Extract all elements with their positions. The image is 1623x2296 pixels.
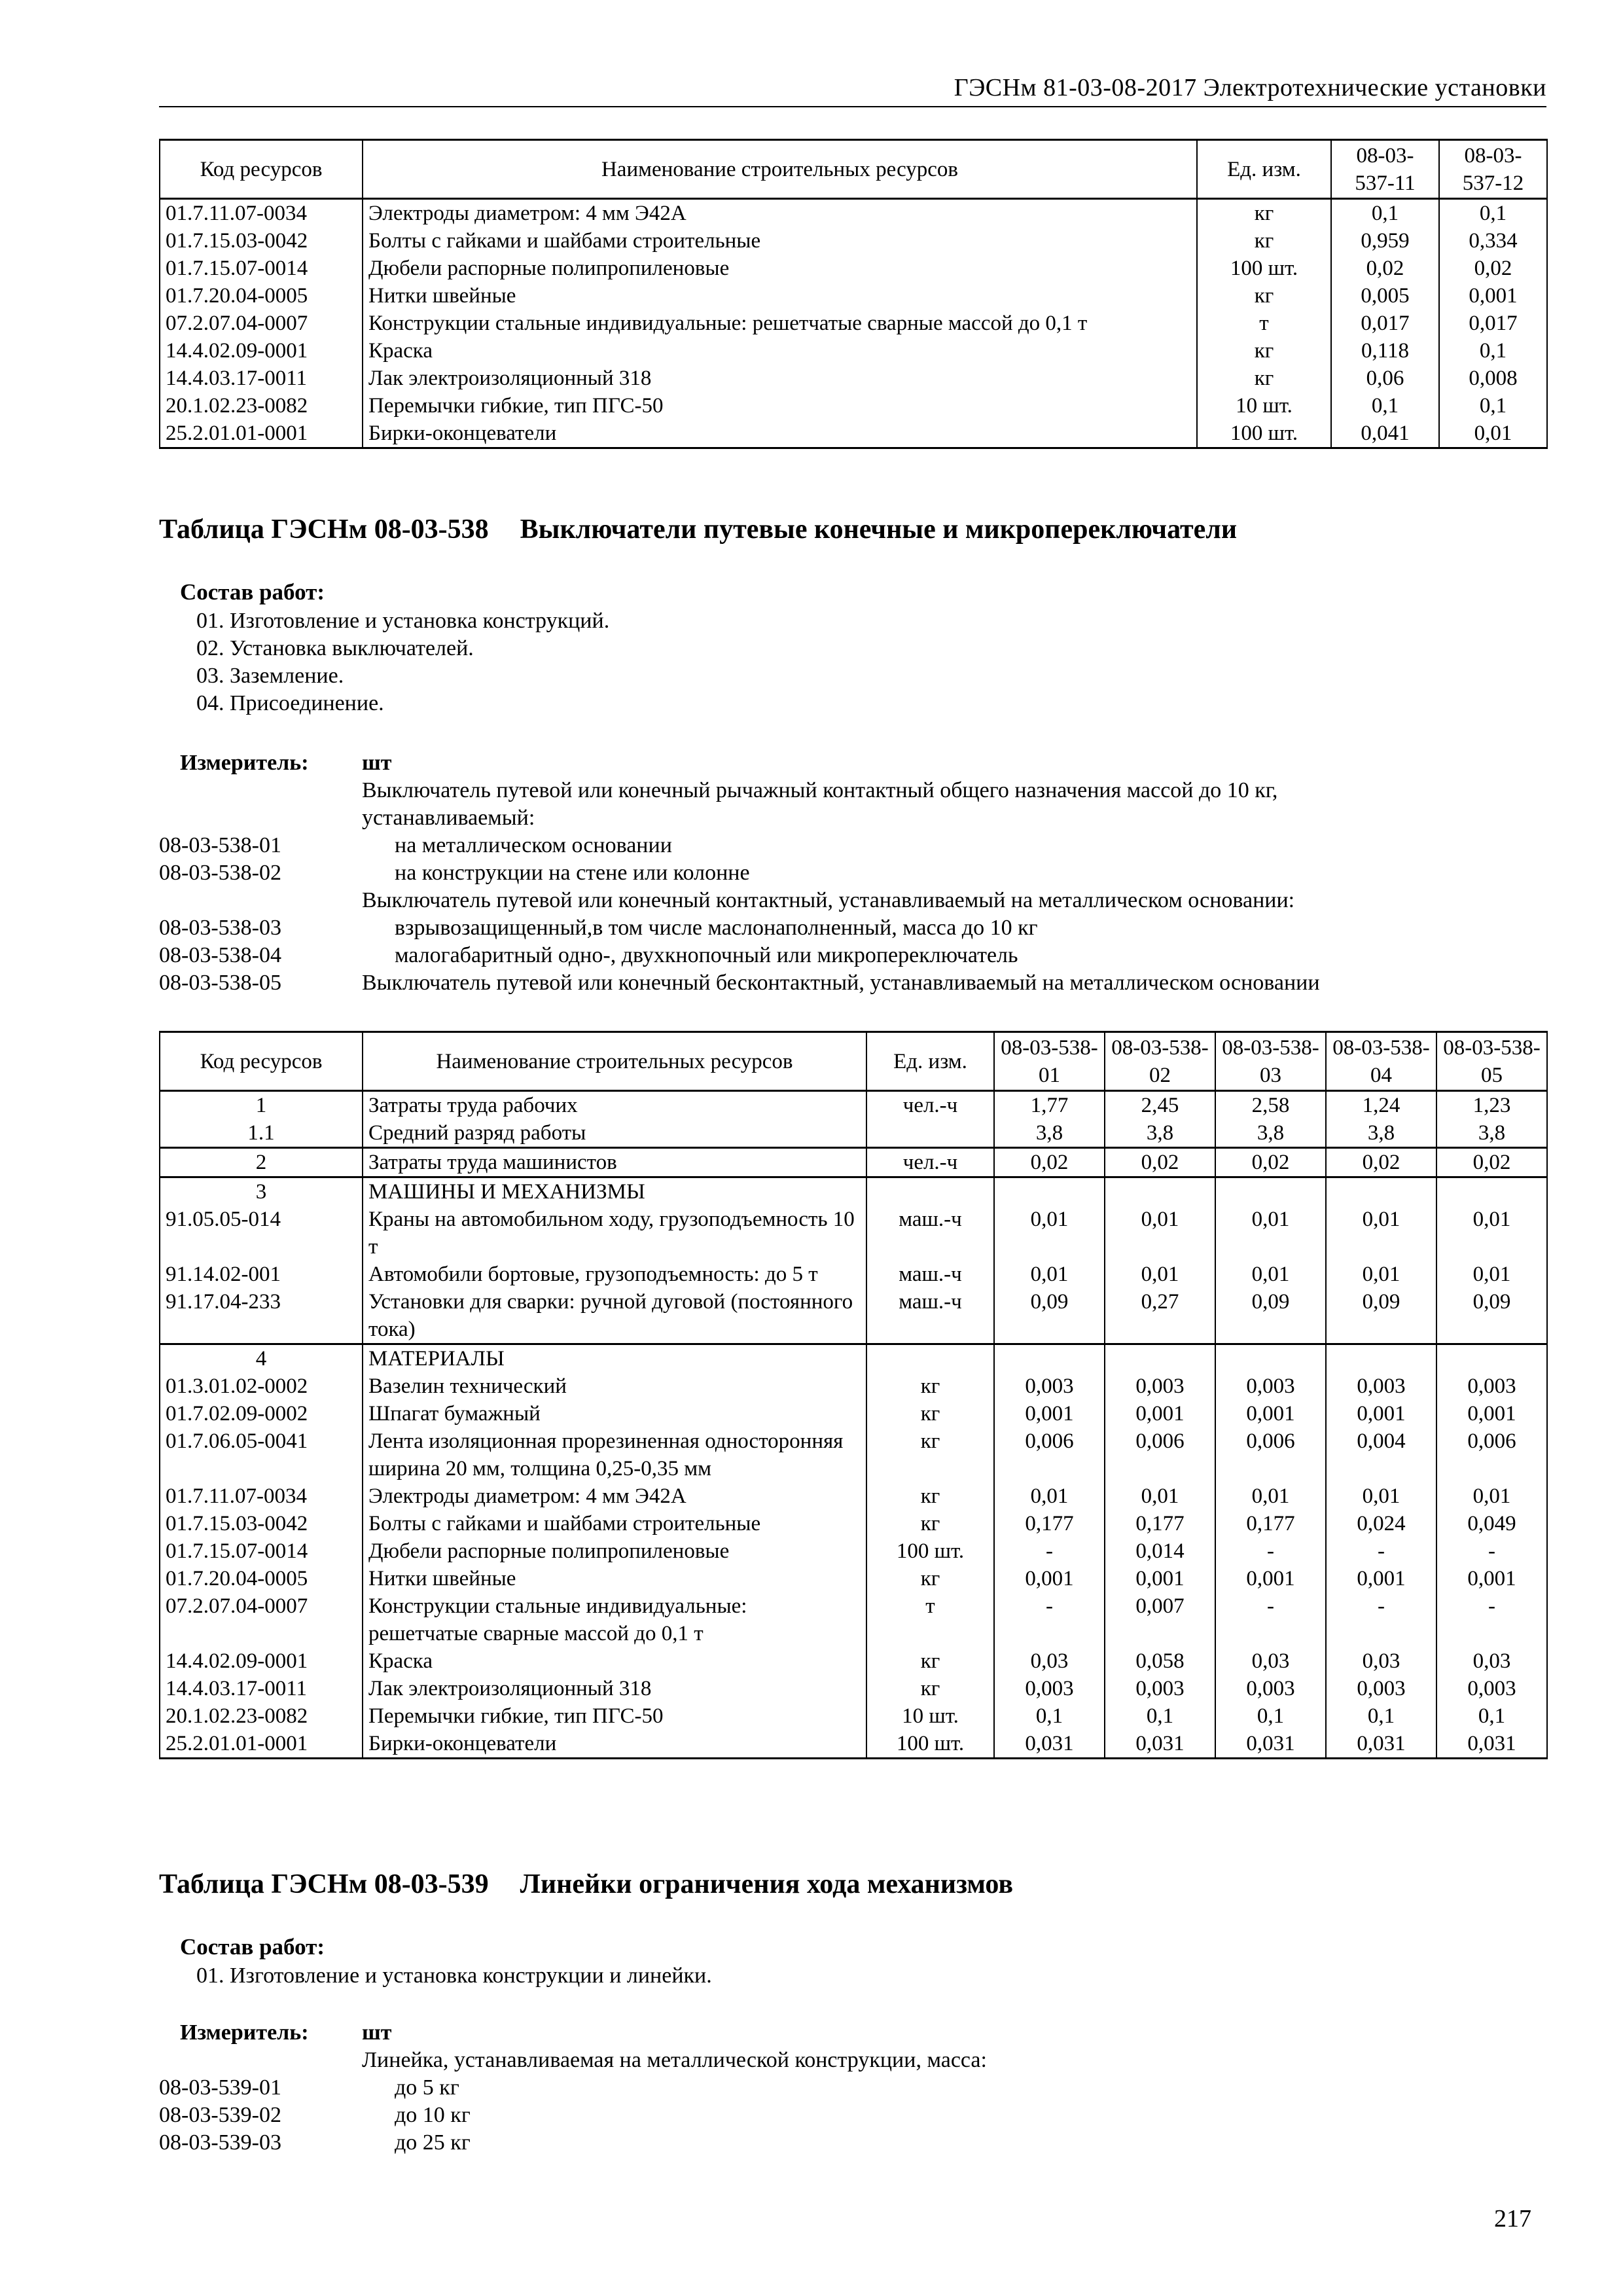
- resource-name: Конструкции стальные индивидуальные: решетчатые сварные массой до 0,1 т: [363, 1592, 866, 1647]
- work-item: 01. Изготовление и установка конструкции и линейки.: [196, 1964, 712, 1988]
- value-538-03: -: [1215, 1537, 1326, 1565]
- works-list-539: [196, 1962, 712, 1990]
- table-row: [160, 420, 1547, 448]
- meter-desc: Выключатель путевой или конечный рычажный контактный общего назначения массой до 10 кг,: [362, 778, 1278, 802]
- value-538-03: [1215, 1177, 1326, 1206]
- resource-name: Конструкции стальные индивидуальные: решетчатые сварные массой до 0,1 т: [363, 310, 1197, 337]
- table-row: [160, 365, 1547, 392]
- item-text: до 10 кг: [395, 2103, 471, 2127]
- value-537-11: 0,1: [1331, 199, 1439, 228]
- table-row: [160, 1427, 1547, 1482]
- work-item: 04. Присоединение.: [196, 691, 384, 715]
- item-code: 08-03-538-01: [159, 833, 281, 857]
- resource-name: Установки для сварки: ручной дуговой (постоянного тока): [363, 1288, 866, 1344]
- resource-unit: кг: [1197, 337, 1331, 365]
- resource-name: Краска: [363, 337, 1197, 365]
- resource-code: 01.7.02.09-0002: [160, 1400, 363, 1427]
- resource-code: 2: [160, 1148, 363, 1177]
- resource-code: 14.4.03.17-0011: [160, 365, 363, 392]
- value-538-01: [994, 1344, 1105, 1373]
- table-row: [160, 1702, 1547, 1730]
- value-538-03: 2,58: [1215, 1091, 1326, 1120]
- table-row: [160, 1730, 1547, 1759]
- resource-name: Нитки швейные: [363, 282, 1197, 310]
- value-537-11: 0,1: [1331, 392, 1439, 420]
- item-text: до 25 кг: [395, 2130, 471, 2155]
- resource-name: Затраты труда рабочих: [363, 1091, 866, 1120]
- value-537-12: 0,017: [1439, 310, 1547, 337]
- value-538-02: 0,006: [1105, 1427, 1215, 1482]
- value-538-03: 0,006: [1215, 1427, 1326, 1482]
- resource-unit: маш.-ч: [866, 1288, 994, 1344]
- value-538-01: -: [994, 1537, 1105, 1565]
- value-538-02: 0,001: [1105, 1400, 1215, 1427]
- resource-name: МАШИНЫ И МЕХАНИЗМЫ: [363, 1177, 866, 1206]
- resource-code: 91.17.04-233: [160, 1288, 363, 1344]
- value-538-01: 0,001: [994, 1565, 1105, 1592]
- value-537-11: 0,06: [1331, 365, 1439, 392]
- value-538-04: 0,001: [1326, 1400, 1436, 1427]
- table-row: [160, 282, 1547, 310]
- value-538-03: 0,003: [1215, 1675, 1326, 1702]
- col-538-03-header: 08-03-538-03: [1215, 1032, 1326, 1091]
- item-text: Выключатель путевой или конечный бесконтактный, устанавливаемый на металлическом основании: [362, 971, 1320, 995]
- item-code: 08-03-539-02: [159, 2103, 281, 2127]
- meter-desc-2: Выключатель путевой или конечный контактный, устанавливаемый на металлическом основании:: [362, 888, 1295, 912]
- col-name-header: Наименование строительных ресурсов: [363, 1032, 866, 1091]
- table-row: [160, 199, 1547, 228]
- value-538-02: 0,014: [1105, 1537, 1215, 1565]
- table-row: [160, 1206, 1547, 1261]
- value-538-04: 0,03: [1326, 1647, 1436, 1675]
- resource-name: Лак электроизоляционный 318: [363, 1675, 866, 1702]
- value-538-05: 0,003: [1436, 1372, 1547, 1400]
- value-538-02: 0,1: [1105, 1702, 1215, 1730]
- value-538-02: 0,02: [1105, 1148, 1215, 1177]
- value-538-04: 0,031: [1326, 1730, 1436, 1759]
- works-list-538: [196, 607, 609, 717]
- value-538-01: 0,01: [994, 1261, 1105, 1288]
- resource-name: Затраты труда машинистов: [363, 1148, 866, 1177]
- value-538-05: 0,01: [1436, 1261, 1547, 1288]
- value-538-04: 0,003: [1326, 1372, 1436, 1400]
- resource-unit: кг: [866, 1400, 994, 1427]
- resource-code: 14.4.03.17-0011: [160, 1675, 363, 1702]
- value-538-03: [1215, 1344, 1326, 1373]
- value-538-04: 0,003: [1326, 1675, 1436, 1702]
- resource-unit: чел.-ч: [866, 1148, 994, 1177]
- value-538-05: 0,006: [1436, 1427, 1547, 1482]
- value-538-03: 0,031: [1215, 1730, 1326, 1759]
- value-538-03: 0,01: [1215, 1206, 1326, 1261]
- works-label-539: Состав работ:: [180, 1934, 325, 1960]
- meter-desc-cont: устанавливаемый:: [362, 806, 535, 830]
- resource-code: 07.2.07.04-0007: [160, 1592, 363, 1647]
- value-538-04: [1326, 1177, 1436, 1206]
- resource-unit: 10 шт.: [1197, 392, 1331, 420]
- value-538-04: 0,01: [1326, 1482, 1436, 1510]
- table-row: [160, 337, 1547, 365]
- page-header: ГЭСНм 81-03-08-2017 Электротехнические установки: [159, 73, 1546, 107]
- resource-name: Электроды диаметром: 4 мм Э42А: [363, 199, 1197, 228]
- col-538-02-header: 08-03-538-02: [1105, 1032, 1215, 1091]
- value-538-01: 0,09: [994, 1288, 1105, 1344]
- resource-name: Дюбели распорные полипропиленовые: [363, 255, 1197, 282]
- item-code: 08-03-538-05: [159, 971, 281, 995]
- resource-name: Нитки швейные: [363, 1565, 866, 1592]
- meter-unit: шт: [362, 751, 392, 775]
- value-538-02: [1105, 1344, 1215, 1373]
- value-537-12: 0,001: [1439, 282, 1547, 310]
- table-538-code: Таблица ГЭСНм 08-03-538: [159, 514, 489, 545]
- value-538-04: 0,001: [1326, 1565, 1436, 1592]
- value-538-03: 0,02: [1215, 1148, 1326, 1177]
- value-538-02: 0,01: [1105, 1206, 1215, 1261]
- resource-name: Дюбели распорные полипропиленовые: [363, 1537, 866, 1565]
- value-538-01: 0,177: [994, 1510, 1105, 1537]
- value-537-11: 0,041: [1331, 420, 1439, 448]
- resource-unit: кг: [866, 1427, 994, 1482]
- value-538-03: 0,001: [1215, 1565, 1326, 1592]
- value-538-05: -: [1436, 1592, 1547, 1647]
- resource-unit: т: [1197, 310, 1331, 337]
- resource-name: Средний разряд работы: [363, 1119, 866, 1148]
- value-538-03: 0,1: [1215, 1702, 1326, 1730]
- resource-unit: 100 шт.: [1197, 255, 1331, 282]
- resources-table-537: [159, 139, 1548, 449]
- table-538-name: Выключатели путевые конечные и микропереключатели: [520, 514, 1238, 545]
- resource-code: 14.4.02.09-0001: [160, 337, 363, 365]
- value-538-04: 0,02: [1326, 1148, 1436, 1177]
- value-538-01: 0,031: [994, 1730, 1105, 1759]
- value-537-11: 0,017: [1331, 310, 1439, 337]
- value-538-05: 1,23: [1436, 1091, 1547, 1120]
- item-text: до 5 кг: [395, 2075, 459, 2100]
- item-code: 08-03-539-03: [159, 2130, 281, 2155]
- value-538-05: [1436, 1177, 1547, 1206]
- item-text: взрывозащищенный,в том числе маслонаполненный, масса до 10 кг: [395, 916, 1038, 940]
- resource-unit: кг: [1197, 227, 1331, 255]
- work-item: 02. Установка выключателей.: [196, 636, 474, 660]
- table-row: [160, 1482, 1547, 1510]
- resource-code: 20.1.02.23-0082: [160, 1702, 363, 1730]
- item-code: 08-03-539-01: [159, 2075, 281, 2100]
- meter-label: Измеритель:: [180, 2020, 309, 2045]
- table-row: [160, 1119, 1547, 1148]
- resource-name: МАТЕРИАЛЫ: [363, 1344, 866, 1373]
- value-537-12: 0,008: [1439, 365, 1547, 392]
- value-537-12: 0,01: [1439, 420, 1547, 448]
- resource-unit: [866, 1177, 994, 1206]
- value-538-05: -: [1436, 1537, 1547, 1565]
- value-538-03: 0,003: [1215, 1372, 1326, 1400]
- value-538-01: 0,02: [994, 1148, 1105, 1177]
- value-538-01: [994, 1177, 1105, 1206]
- col-537-11-header: 08-03-537-11: [1331, 140, 1439, 199]
- value-538-01: 0,003: [994, 1372, 1105, 1400]
- resource-name: Болты с гайками и шайбами строительные: [363, 227, 1197, 255]
- resources-table-538: [159, 1031, 1548, 1759]
- resource-unit: т: [866, 1592, 994, 1647]
- resource-unit: кг: [1197, 199, 1331, 228]
- item-code: 08-03-538-02: [159, 861, 281, 885]
- table-row: [160, 1400, 1547, 1427]
- resource-unit: кг: [1197, 282, 1331, 310]
- resource-unit: 100 шт.: [866, 1730, 994, 1759]
- value-537-12: 0,1: [1439, 392, 1547, 420]
- table-row: [160, 1510, 1547, 1537]
- resource-code: 01.7.20.04-0005: [160, 1565, 363, 1592]
- table-row: [160, 1592, 1547, 1647]
- col-538-04-header: 08-03-538-04: [1326, 1032, 1436, 1091]
- resource-code: 01.7.06.05-0041: [160, 1427, 363, 1482]
- resource-name: Перемычки гибкие, тип ПГС-50: [363, 392, 1197, 420]
- value-538-02: 3,8: [1105, 1119, 1215, 1148]
- value-538-03: 0,01: [1215, 1482, 1326, 1510]
- resource-unit: кг: [866, 1510, 994, 1537]
- value-538-05: 0,01: [1436, 1482, 1547, 1510]
- resource-code: 01.7.20.04-0005: [160, 282, 363, 310]
- meter-desc: Линейка, устанавливаемая на металлической конструкции, масса:: [362, 2048, 987, 2072]
- table-row: [160, 1647, 1547, 1675]
- resource-name: Лента изоляционная прорезиненная односторонняя ширина 20 мм, толщина 0,25-0,35 мм: [363, 1427, 866, 1482]
- value-538-02: 0,031: [1105, 1730, 1215, 1759]
- table-row: [160, 1344, 1547, 1373]
- work-item: 03. Заземление.: [196, 664, 344, 688]
- value-538-04: -: [1326, 1592, 1436, 1647]
- resource-name: Электроды диаметром: 4 мм Э42А: [363, 1482, 866, 1510]
- resource-unit: кг: [866, 1482, 994, 1510]
- value-538-05: 0,001: [1436, 1565, 1547, 1592]
- value-537-12: 0,02: [1439, 255, 1547, 282]
- resource-code: 01.7.15.03-0042: [160, 1510, 363, 1537]
- meter-block-538: [159, 749, 1468, 997]
- resource-code: 1.1: [160, 1119, 363, 1148]
- value-538-04: 0,024: [1326, 1510, 1436, 1537]
- resource-unit: 10 шт.: [866, 1702, 994, 1730]
- col-code-header: Код ресурсов: [160, 1032, 363, 1091]
- table-row: [160, 1148, 1547, 1177]
- value-538-04: 0,1: [1326, 1702, 1436, 1730]
- value-538-01: 0,03: [994, 1647, 1105, 1675]
- resource-unit: маш.-ч: [866, 1261, 994, 1288]
- value-538-02: 0,001: [1105, 1565, 1215, 1592]
- value-537-12: 0,334: [1439, 227, 1547, 255]
- resource-code: 25.2.01.01-0001: [160, 420, 363, 448]
- value-538-03: -: [1215, 1592, 1326, 1647]
- table-539-code: Таблица ГЭСНм 08-03-539: [159, 1869, 489, 1899]
- value-538-04: 3,8: [1326, 1119, 1436, 1148]
- value-537-11: 0,005: [1331, 282, 1439, 310]
- page-number: 217: [1494, 2205, 1531, 2233]
- resource-code: 01.7.15.07-0014: [160, 255, 363, 282]
- value-537-12: 0,1: [1439, 199, 1547, 228]
- resource-unit: кг: [866, 1372, 994, 1400]
- resource-unit: [866, 1119, 994, 1148]
- col-537-12-header: 08-03-537-12: [1439, 140, 1547, 199]
- resource-code: 1: [160, 1091, 363, 1120]
- resource-code: 14.4.02.09-0001: [160, 1647, 363, 1675]
- resource-code: 91.14.02-001: [160, 1261, 363, 1288]
- value-538-04: -: [1326, 1537, 1436, 1565]
- resource-code: 91.05.05-014: [160, 1206, 363, 1261]
- resource-code: 3: [160, 1177, 363, 1206]
- value-538-05: [1436, 1344, 1547, 1373]
- resource-unit: 100 шт.: [1197, 420, 1331, 448]
- value-538-04: 0,09: [1326, 1288, 1436, 1344]
- table-row: [160, 227, 1547, 255]
- resource-name: Шпагат бумажный: [363, 1400, 866, 1427]
- table-538-title: [159, 514, 1237, 545]
- table-row: [160, 1565, 1547, 1592]
- value-538-04: 0,01: [1326, 1261, 1436, 1288]
- resource-code: 01.7.11.07-0034: [160, 199, 363, 228]
- resource-name: Бирки-оконцеватели: [363, 1730, 866, 1759]
- value-538-01: 0,01: [994, 1206, 1105, 1261]
- value-538-05: 0,049: [1436, 1510, 1547, 1537]
- value-538-02: [1105, 1177, 1215, 1206]
- value-538-01: 0,001: [994, 1400, 1105, 1427]
- value-538-02: 0,27: [1105, 1288, 1215, 1344]
- resource-code: 07.2.07.04-0007: [160, 310, 363, 337]
- value-538-02: 0,007: [1105, 1592, 1215, 1647]
- value-538-02: 0,177: [1105, 1510, 1215, 1537]
- value-538-04: [1326, 1344, 1436, 1373]
- resource-name: Краны на автомобильном ходу, грузоподъемность 10 т: [363, 1206, 866, 1261]
- table-row: [160, 255, 1547, 282]
- value-537-11: 0,02: [1331, 255, 1439, 282]
- value-538-05: 3,8: [1436, 1119, 1547, 1148]
- resource-name: Бирки-оконцеватели: [363, 420, 1197, 448]
- col-unit-header: Ед. изм.: [866, 1032, 994, 1091]
- value-538-01: -: [994, 1592, 1105, 1647]
- value-538-04: 1,24: [1326, 1091, 1436, 1120]
- value-538-02: 0,01: [1105, 1261, 1215, 1288]
- resource-unit: [866, 1344, 994, 1373]
- resource-unit: кг: [866, 1675, 994, 1702]
- col-538-05-header: 08-03-538-05: [1436, 1032, 1547, 1091]
- col-code-header: Код ресурсов: [160, 140, 363, 199]
- resource-code: 20.1.02.23-0082: [160, 392, 363, 420]
- value-538-03: 0,03: [1215, 1647, 1326, 1675]
- value-538-01: 1,77: [994, 1091, 1105, 1120]
- value-538-05: 0,1: [1436, 1702, 1547, 1730]
- resource-code: 25.2.01.01-0001: [160, 1730, 363, 1759]
- resource-unit: кг: [1197, 365, 1331, 392]
- item-text: на металлическом основании: [395, 833, 672, 857]
- table-539-name: Линейки ограничения хода механизмов: [520, 1869, 1014, 1899]
- value-537-12: 0,1: [1439, 337, 1547, 365]
- value-538-02: 0,01: [1105, 1482, 1215, 1510]
- resource-name: Автомобили бортовые, грузоподъемность: до 5 т: [363, 1261, 866, 1288]
- table-539-title: [159, 1869, 1013, 1900]
- work-item: 01. Изготовление и установка конструкций.: [196, 609, 610, 633]
- value-538-03: 0,177: [1215, 1510, 1326, 1537]
- value-538-01: 0,01: [994, 1482, 1105, 1510]
- value-538-04: 0,01: [1326, 1206, 1436, 1261]
- table-row: [160, 310, 1547, 337]
- resource-name: Перемычки гибкие, тип ПГС-50: [363, 1702, 866, 1730]
- value-538-03: 0,01: [1215, 1261, 1326, 1288]
- table-row: [160, 1372, 1547, 1400]
- value-538-05: 0,031: [1436, 1730, 1547, 1759]
- table-row: [160, 1091, 1547, 1120]
- table-row: [160, 1177, 1547, 1206]
- value-538-02: 0,003: [1105, 1372, 1215, 1400]
- value-538-03: 0,09: [1215, 1288, 1326, 1344]
- value-538-01: 0,1: [994, 1702, 1105, 1730]
- value-538-02: 2,45: [1105, 1091, 1215, 1120]
- value-538-05: 0,09: [1436, 1288, 1547, 1344]
- value-538-05: 0,001: [1436, 1400, 1547, 1427]
- resource-unit: кг: [866, 1565, 994, 1592]
- value-538-01: 3,8: [994, 1119, 1105, 1148]
- col-unit-header: Ед. изм.: [1197, 140, 1331, 199]
- item-text: малогабаритный одно-, двухкнопочный или микропереключатель: [395, 943, 1018, 967]
- resource-name: Краска: [363, 1647, 866, 1675]
- table-row: [160, 1675, 1547, 1702]
- value-538-03: 3,8: [1215, 1119, 1326, 1148]
- col-name-header: Наименование строительных ресурсов: [363, 140, 1197, 199]
- value-538-05: 0,03: [1436, 1647, 1547, 1675]
- meter-unit: шт: [362, 2020, 392, 2045]
- col-538-01-header: 08-03-538-01: [994, 1032, 1105, 1091]
- value-538-01: 0,006: [994, 1427, 1105, 1482]
- value-537-11: 0,959: [1331, 227, 1439, 255]
- resource-unit: 100 шт.: [866, 1537, 994, 1565]
- value-537-11: 0,118: [1331, 337, 1439, 365]
- resource-code: 01.3.01.02-0002: [160, 1372, 363, 1400]
- resource-unit: чел.-ч: [866, 1091, 994, 1120]
- resource-name: Болты с гайками и шайбами строительные: [363, 1510, 866, 1537]
- works-label-538: Состав работ:: [180, 579, 325, 605]
- meter-block-539: [159, 2019, 1468, 2157]
- value-538-05: 0,02: [1436, 1148, 1547, 1177]
- table-row: [160, 1261, 1547, 1288]
- item-text: на конструкции на стене или колонне: [395, 861, 750, 885]
- resource-code: 4: [160, 1344, 363, 1373]
- resource-unit: кг: [866, 1647, 994, 1675]
- value-538-04: 0,004: [1326, 1427, 1436, 1482]
- resource-code: 01.7.11.07-0034: [160, 1482, 363, 1510]
- resource-unit: маш.-ч: [866, 1206, 994, 1261]
- table-row: [160, 1288, 1547, 1344]
- item-code: 08-03-538-03: [159, 916, 281, 940]
- value-538-05: 0,003: [1436, 1675, 1547, 1702]
- value-538-05: 0,01: [1436, 1206, 1547, 1261]
- table-row: [160, 1537, 1547, 1565]
- resource-code: 01.7.15.07-0014: [160, 1537, 363, 1565]
- value-538-02: 0,003: [1105, 1675, 1215, 1702]
- value-538-02: 0,058: [1105, 1647, 1215, 1675]
- resource-name: Лак электроизоляционный 318: [363, 365, 1197, 392]
- meter-label: Измеритель:: [180, 751, 309, 775]
- resource-name: Вазелин технический: [363, 1372, 866, 1400]
- resource-code: 01.7.15.03-0042: [160, 227, 363, 255]
- value-538-03: 0,001: [1215, 1400, 1326, 1427]
- table-row: [160, 392, 1547, 420]
- value-538-01: 0,003: [994, 1675, 1105, 1702]
- item-code: 08-03-538-04: [159, 943, 281, 967]
